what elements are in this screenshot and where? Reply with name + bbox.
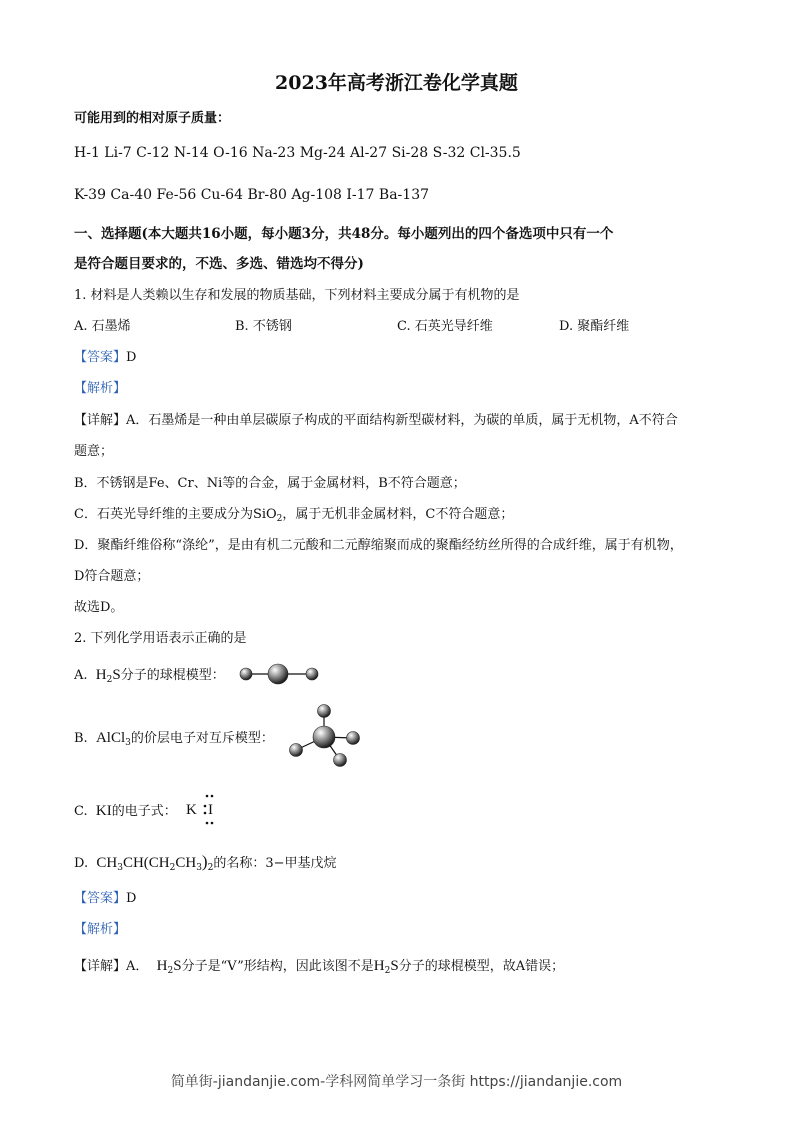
- q2-analysis-tag: 【解析】: [74, 922, 127, 937]
- detail-text: 分子是“V”形结构，因此该图不是: [181, 959, 374, 974]
- formula: CH: [96, 855, 118, 871]
- subscript: 3: [117, 863, 123, 873]
- q1-detail-c: [74, 506, 513, 528]
- q1-detail-a-2: 题意；: [74, 444, 114, 459]
- q1-answer: [74, 349, 136, 367]
- page-title: 2023年高考浙江卷化学真题: [275, 72, 518, 94]
- option-text: 的名称：3−甲基戊烷: [213, 856, 337, 871]
- subscript: 2: [169, 863, 176, 873]
- q1-detail-d-1: D．聚酯纤维俗称“涤纶”，是由有机二元酸和二元醇缩聚而成的聚酯经纺丝所得的合成纤维，属于有机物，: [74, 538, 683, 553]
- detail-text: A．石墨烯是一种由单层碳原子构成的平面结构新型碳材料，为碳的单质，属于无机物，A不符合: [126, 413, 678, 428]
- subscript: 2: [207, 863, 214, 873]
- subscript: 3: [196, 863, 202, 873]
- q1-option-a: A. 石墨烯: [74, 319, 131, 334]
- q1-detail-b: B．不锈钢是Fe、Cr、Ni等的合金，属于金属材料，B不符合题意；: [74, 476, 466, 491]
- alcl3-vsepr-model: [284, 700, 364, 772]
- q1-detail-a-1: [74, 412, 678, 430]
- detail-tag: 【详解】: [74, 413, 127, 428]
- option-text: 的电子式：: [111, 804, 177, 819]
- answer-value: D: [126, 350, 137, 365]
- q1-option-c: C. 石英光导纤维: [397, 319, 493, 334]
- q1-option-d: D. 聚酯纤维: [559, 319, 630, 334]
- formula: H: [373, 958, 385, 974]
- subscript: 2: [167, 966, 174, 976]
- q2-option-c: [74, 802, 177, 821]
- q2-detail-a: [74, 957, 564, 980]
- formula: KI: [95, 803, 112, 819]
- atomic-mass-line-1: H-1 Li-7 C-12 N-14 O-16 Na-23 Mg-24 Al-27 Si-28 S-32 Cl-35.5: [74, 145, 521, 161]
- detail-text: 分子的球棍模型，故A错误；: [398, 959, 565, 974]
- formula: CH(CH: [122, 855, 170, 871]
- answer-tag: 【答案】: [74, 891, 127, 906]
- electron-formula-i: I: [208, 802, 213, 818]
- electron-formula-k: K: [186, 802, 197, 818]
- detail-tag: 【详解】: [74, 959, 127, 974]
- q1-stem: 1. 材料是人类赖以生存和发展的物质基础，下列材料主要成分属于有机物的是: [74, 288, 520, 303]
- option-label: B.: [74, 731, 88, 746]
- q1-conclusion: 故选D。: [74, 600, 124, 615]
- subscript: 2: [384, 966, 391, 976]
- detail-text: C．石英光导纤维的主要成分为SiO: [74, 507, 277, 522]
- q2-option-a: [74, 666, 225, 689]
- answer-value: D: [126, 891, 137, 906]
- formula: H: [156, 958, 168, 974]
- subscript: 2: [276, 514, 283, 524]
- q2-option-d: [74, 853, 337, 877]
- answer-tag: 【答案】: [74, 350, 127, 365]
- option-text: 的价层电子对互斥模型：: [130, 731, 274, 746]
- formula: S: [173, 958, 182, 974]
- atomic-mass-line-2: K-39 Ca-40 Fe-56 Cu-64 Br-80 Ag-108 I-17 Ba-137: [74, 187, 430, 203]
- formula: S: [112, 667, 121, 683]
- formula: AlCl: [95, 730, 126, 746]
- formula: ): [201, 852, 208, 871]
- q2-answer: [74, 890, 136, 908]
- q1-analysis-tag: 【解析】: [74, 381, 127, 396]
- detail-text: A．: [126, 959, 149, 974]
- h2s-ball-stick-model: [236, 660, 322, 688]
- detail-text: ，属于无机非金属材料，C不符合题意；: [282, 507, 514, 522]
- option-label: C.: [74, 804, 88, 819]
- q2-option-b: [74, 729, 274, 752]
- option-text: 分子的球棍模型：: [120, 668, 225, 683]
- formula: CH: [175, 855, 197, 871]
- footer-watermark: 简单街-jiandanjie.com-学科网简单学习一条街 https://jiandanjie.com: [170, 1074, 623, 1090]
- atomic-mass-heading: 可能用到的相对原子质量：: [74, 111, 231, 126]
- formula: H: [95, 667, 107, 683]
- subscript: 3: [125, 738, 131, 748]
- option-label: D.: [74, 856, 89, 871]
- subscript: 2: [106, 675, 113, 685]
- q2-stem: 2. 下列化学用语表示正确的是: [74, 631, 247, 646]
- q1-detail-d-2: D符合题意；: [74, 569, 150, 584]
- q1-option-b: B. 不锈钢: [235, 319, 292, 334]
- option-label: A.: [74, 668, 88, 683]
- formula: S: [390, 958, 399, 974]
- section-heading-line-2: 是符合题目要求的，不选、多选、错选均不得分): [74, 256, 364, 272]
- section-heading-line-1: 一、选择题(本大题共16小题，每小题3分，共48分。每小题列出的四个备选项中只有一个: [74, 226, 614, 242]
